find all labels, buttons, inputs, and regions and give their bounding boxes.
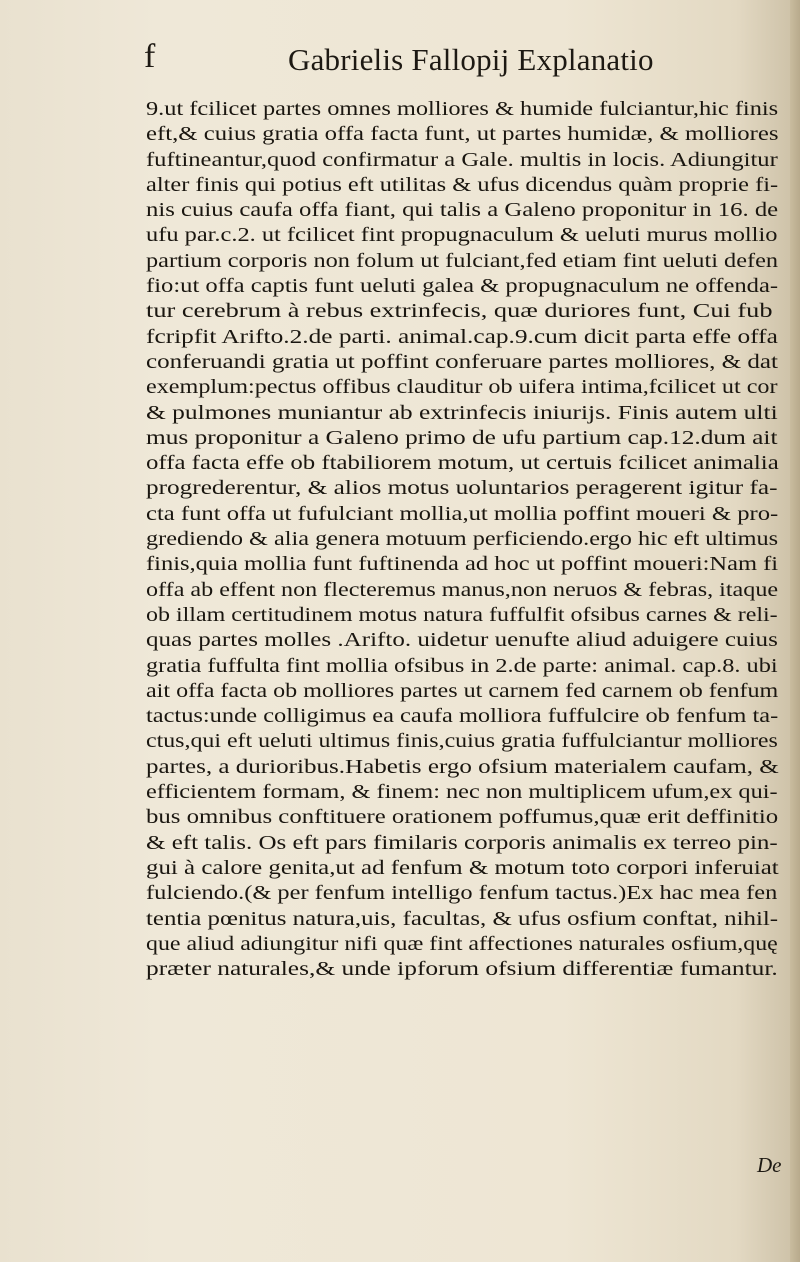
running-head: Gabrielis Fallopij Explanatio (288, 42, 654, 77)
text-line: præter naturales,& unde ipforum ofsium differentiæ fumantur. (146, 959, 778, 981)
text-line: cta funt offa ut fufulciant mollia,ut mollia poffint moueri & pro- (146, 503, 779, 525)
text-line: ufu par.c.2. ut fcilicet fint propugnaculum & ueluti murus mollio (146, 225, 778, 247)
text-line: progrederentur, & alios motus uoluntarios peragerent igitur fa- (146, 478, 778, 500)
text-line: fulciendo.(& per fenfum intelligo fenfum tactus.)Ex hac mea fen (146, 883, 778, 905)
text-line: quas partes molles .Arifto. uidetur uenufte aliud aduigere cuius (146, 630, 778, 652)
text-line: fuftineantur,quod confirmatur a Gale. multis in locis. Adiungitur (146, 149, 778, 171)
text-line: que aliud adiungitur nifi quæ fint affectiones naturales osfium,quę (146, 933, 778, 955)
text-line: offa ab effent non flecteremus manus,non neruos & febras, itaque (146, 579, 779, 601)
text-line: tur cerebrum à rebus extrinfecis, quæ duriores funt, Cui fub (146, 301, 773, 323)
text-line: fcripfit Arifto.2.de parti. animal.cap.9.cum dicit parta effe offa (146, 326, 778, 348)
text-line: tentia pœnitus natura,uis, facultas, & ufus osfium conftat, nihil- (146, 908, 779, 930)
text-line: ob illam certitudinem motus natura fuffulfit ofsibus carnes & reli- (146, 604, 778, 626)
text-line: ait offa facta ob molliores partes ut carnem fed carnem ob fenfum (146, 680, 779, 702)
text-line: exemplum:pectus offibus clauditur ob uifera intima,fcilicet ut cor (146, 377, 778, 399)
margin-mark: f (144, 38, 156, 75)
text-line: nis cuius caufa offa fiant, qui talis a Galeno proponitur in 16. de (146, 200, 779, 222)
text-line: offa facta effe ob ftabiliorem motum, ut certuis fcilicet animalia (146, 453, 779, 475)
text-line: 9.ut fcilicet partes omnes molliores & humide fulciantur,hic finis (146, 99, 779, 120)
text-line: eft,& cuius gratia offa facta funt, ut partes humidæ, & molliores (146, 124, 779, 146)
text-line: conferuandi gratia ut poffint conferuare partes molliores, & dat (146, 351, 779, 373)
text-line: grediendo & alia genera motuum perficiendo.ergo hic eft ultimus (146, 529, 779, 551)
text-line: fio:ut offa captis funt ueluti galea & propugnaculum ne offenda- (146, 276, 779, 298)
text-line: & eft talis. Os eft pars fimilaris corporis animalis ex terreo pin- (146, 832, 778, 854)
text-line: finis,quia mollia funt fuftinenda ad hoc ut poffint moueri:Nam fi (146, 554, 779, 576)
text-line: ctus,qui eft ueluti ultimus finis,cuius gratia fuffulciantur molliores (146, 731, 778, 753)
body-text (146, 97, 794, 982)
text-line: partes, a durioribus.Habetis ergo ofsium materialem caufam, & (146, 756, 779, 778)
text-line: alter finis qui potius eft utilitas & ufus dicendus quàm proprie fi- (146, 174, 779, 196)
text-line: & pulmones muniantur ab extrinfecis iniurijs. Finis autem ulti (146, 402, 778, 424)
text-line: gui à calore genita,ut ad fenfum & motum toto corpori inferuiat (146, 857, 779, 879)
text-line: mus proponitur a Galeno primo de ufu partium cap.12.dum ait (146, 427, 778, 449)
text-line: efficientem formam, & finem: nec non multiplicem ufum,ex qui- (146, 782, 778, 804)
text-line: bus omnibus conftituere orationem poffumus,quæ erit deffinitio (146, 807, 779, 829)
catchword: De (757, 1153, 782, 1177)
text-line: gratia fuffulta fint mollia ofsibus in 2.de parte: animal. cap.8. ubi (146, 655, 778, 677)
text-line: tactus:unde colligimus ea caufa molliora fuffulcire ob fenfum ta- (146, 706, 779, 728)
text-line: partium corporis non folum ut fulciant,fed etiam fint ueluti defen (146, 250, 779, 272)
